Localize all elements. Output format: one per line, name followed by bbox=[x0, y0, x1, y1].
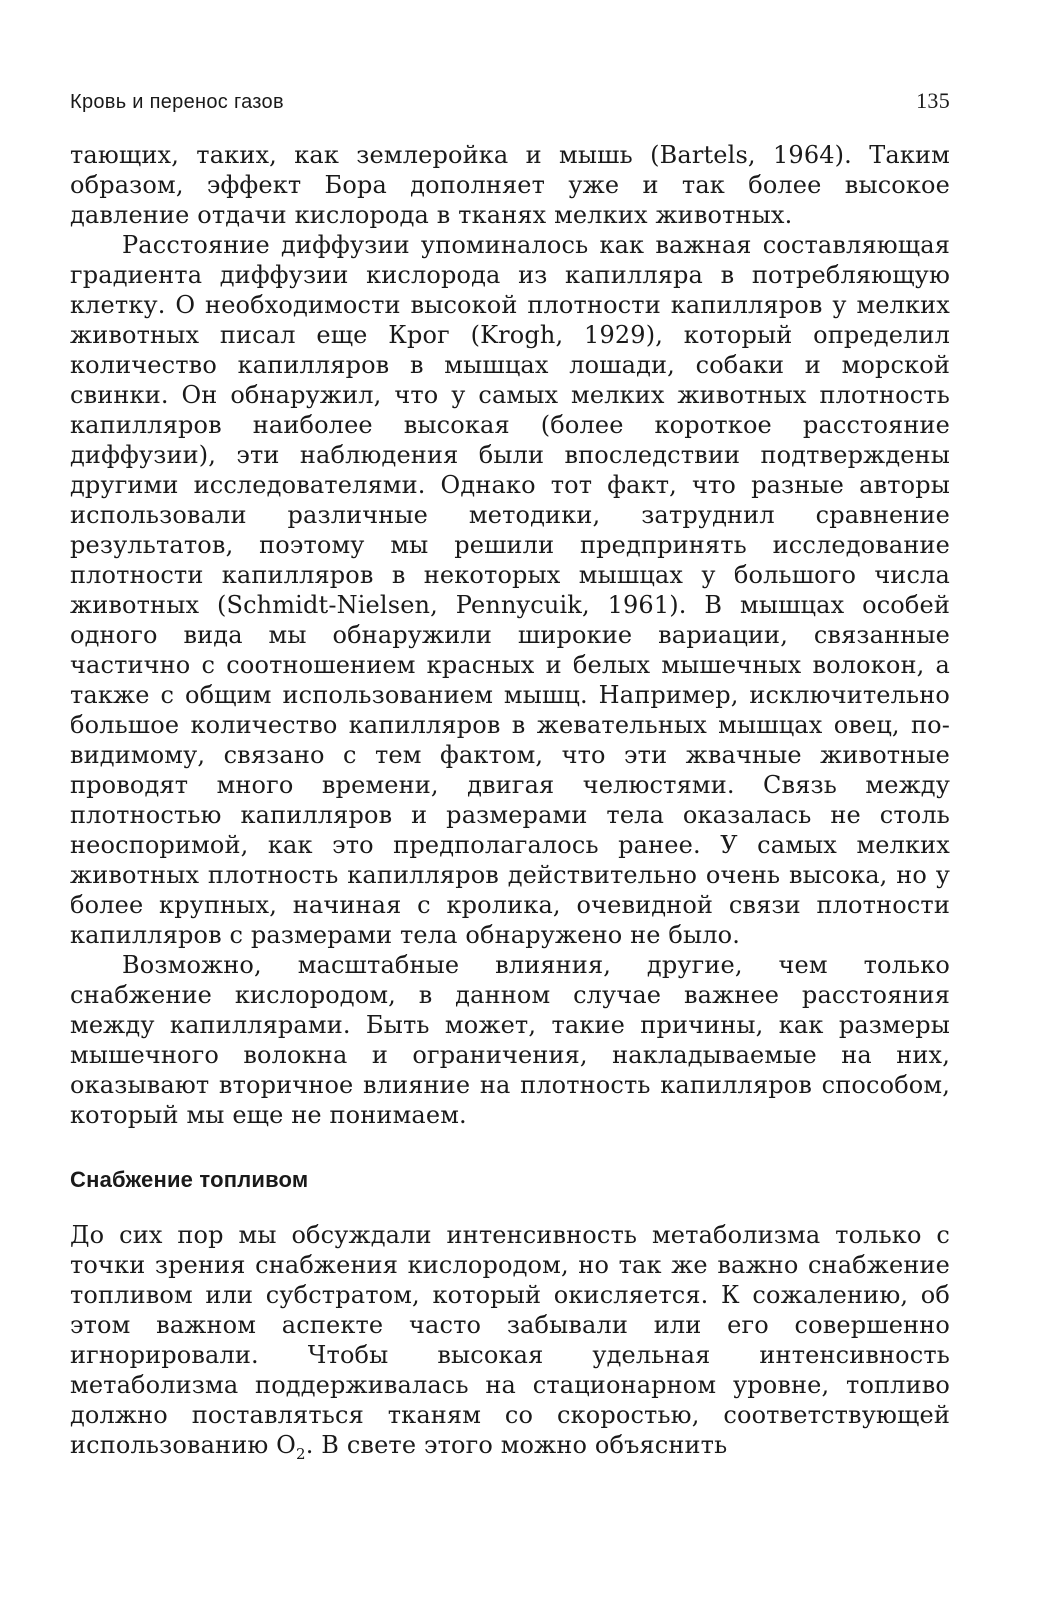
page-number: 135 bbox=[916, 88, 950, 113]
paragraph-scaling-influences: Возможно, масштабные влияния, другие, чем только снабжение кислородом, в данном случае важнее расстояния между капиллярами. Быть может, такие причины, как размеры мышечного волокна и ограничения, накладываемые на них, оказывают вторичное влияние на плотность капилляров способом, который мы еще не понимаем. bbox=[70, 951, 950, 1129]
running-head bbox=[70, 88, 950, 122]
main-text bbox=[70, 140, 950, 1463]
oxygen-subscript: 2 bbox=[296, 1444, 306, 1463]
fuel-text-part1: До сих пор мы обсуждали интенсивность метаболизма только с точки зрения снабжения кислородом, но так же важно снабжение топливом или субстратом, который окисляется. К сожалению, об этом важном аспекте часто забывали или его совершенно игнорировали. Чтобы высокая удельная интенсивность метаболизма поддерживалась на стационарном уровне, топливо должно поставляться тканям со скоростью, соответствующей использованию O bbox=[70, 1221, 950, 1459]
paragraph-diffusion-distance: Расстояние диффузии упоминалось как важная составляющая градиента диффузии кислорода из капилляра в потребляющую клетку. О необходимости высокой плотности капилляров у мелких животных писал еще Крог (Krogh, 1929), который определил количество капилляров в мышцах лошади, собаки и морской свинки. Он обнаружил, что у самых мелких животных плотность капилляров наиболее высокая (более короткое расстояние диффузии), эти наблюдения были впоследствии подтверждены другими исследователями. Однако тот факт, что разные авторы использовали различные методики, затруднил сравнение результатов, поэтому мы решили предпринять исследование плотности капилляров в некоторых мышцах у большого числа животных (Schmidt-Nielsen, Pennycuik, 1961). В мышцах особей одного вида мы обнаружили широкие вариации, связанные частично с соотношением красных и белых мышечных волокон, а также с общим использованием мышц. Например, исключительно большое количество капилляров в жевательных мышцах овец, по-видимому, связано с тем фактом, что эти жвачные животные проводят много времени, двигая челюстями. Связь между плотностью капилляров и размерами тела оказалась не столь неоспоримой, как это предполагалось ранее. У самых мелких животных плотность капилляров действительно очень высока, но у более крупных, начиная с кролика, очевидной связи плотности капилляров с размерами тела обнаружено не было. bbox=[70, 231, 950, 949]
paragraph-continued: тающих, таких, как землеройка и мышь (Bartels, 1964). Таким образом, эффект Бора дополняет уже и так более высокое давление отдачи кислорода в тканях мелких животных. bbox=[70, 141, 950, 229]
paragraph-fuel-supply bbox=[70, 1220, 950, 1463]
section-heading: Снабжение топливом bbox=[70, 1167, 309, 1192]
running-title: Кровь и перенос газов bbox=[70, 91, 284, 113]
fuel-text-part2: . В свете этого можно объяснить bbox=[305, 1431, 728, 1459]
book-page bbox=[70, 88, 950, 1463]
